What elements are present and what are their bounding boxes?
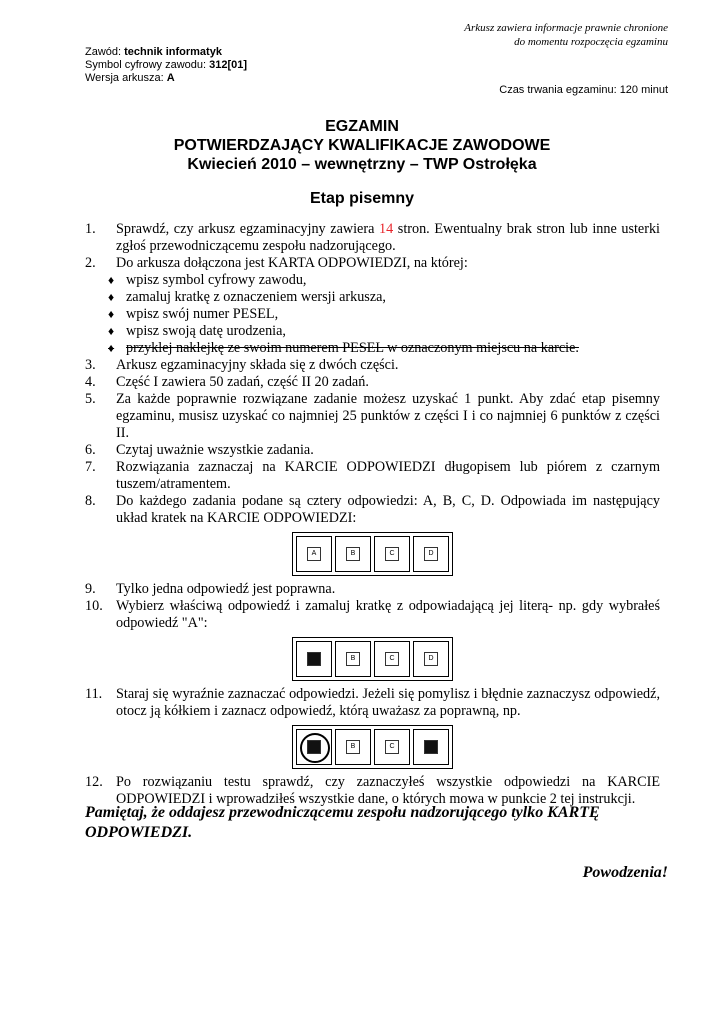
answer-box-a — [296, 536, 332, 572]
answer-cell-b: B — [346, 547, 360, 561]
answer-box-a — [296, 641, 332, 677]
answer-box-b — [335, 536, 371, 572]
bullet-item — [108, 306, 660, 323]
item-number: 7. — [85, 459, 96, 475]
item-text: Wybierz właściwą odpowiedź i zamaluj kratkę z odpowiadającą jej literą- np. gdy wybrałeś odpowiedź "A": — [116, 598, 660, 631]
page-count: 14 — [379, 221, 394, 237]
diamond-bullet-icon: ♦ — [108, 341, 115, 355]
item-text: Część I zawiera 50 zadań, część II 20 zadań. — [116, 374, 369, 390]
bullet-item — [108, 323, 660, 340]
answer-box-d — [413, 536, 449, 572]
answer-cell-a: A — [307, 547, 321, 561]
answer-box-d — [413, 641, 449, 677]
answer-cell-c: C — [385, 547, 399, 561]
instruction-item — [85, 391, 660, 442]
item-number: 5. — [85, 391, 96, 407]
instruction-item — [85, 374, 660, 391]
instruction-item — [85, 686, 660, 720]
item-text: Tylko jedna odpowiedź jest poprawna. — [116, 581, 336, 597]
answer-row — [292, 725, 453, 769]
reminder-text: Pamiętaj, że oddajesz przewodniczącemu zespołu nadzorującego tylko KARTĘ ODPOWIEDZI. — [85, 804, 600, 841]
notice-line-2: do momentu rozpoczęcia egzaminu — [514, 36, 668, 48]
item-text: Za każde poprawnie rozwiązane zadanie możesz uzyskać 1 punkt. Aby zdać etap pisemny egzaminu, musisz uzyskać co najmniej 25 punktów z części I i co najmniej 6 punktów z części II. — [116, 391, 660, 441]
item-text: Do arkusza dołączona jest KARTA ODPOWIEDZI, na której: — [116, 255, 468, 271]
item-number: 8. — [85, 493, 96, 509]
good-luck-text: Powodzenia! — [582, 864, 668, 881]
stage-title: Etap pisemny — [309, 190, 415, 207]
version-label: Wersja arkusza: — [85, 72, 167, 84]
answer-row — [292, 532, 453, 576]
answer-cell-d-filled — [424, 740, 438, 754]
item-text-part: stron. Ewentualny brak stron lub inne usterki zgłoś przewodniczącemu zespołu nadzorującego. — [116, 221, 660, 254]
instruction-item — [85, 598, 660, 632]
title-line-3: Kwiecień 2010 – wewnętrzny – TWP Ostrołęka — [187, 156, 537, 173]
diamond-bullet-icon: ♦ — [108, 290, 115, 304]
instruction-item — [85, 357, 660, 374]
notice-line-1: Arkusz zawiera informacje prawnie chronione — [464, 22, 668, 34]
item-text: Czytaj uważnie wszystkie zadania. — [116, 442, 314, 458]
page-title — [0, 117, 724, 174]
item-number: 1. — [85, 221, 96, 237]
answer-cell-a-filled — [307, 740, 321, 754]
bullet-text: wpisz swój numer PESEL, — [126, 306, 279, 322]
diamond-bullet-icon: ♦ — [108, 273, 115, 287]
symbol-label: Symbol cyfrowy zawodu: — [85, 59, 210, 71]
bullet-item — [108, 289, 660, 306]
answer-cell-d: D — [424, 547, 438, 561]
bullet-text: zamaluj kratkę z oznaczeniem wersji arkusza, — [126, 289, 386, 305]
answer-row — [292, 637, 453, 681]
bullet-text: wpisz symbol cyfrowy zawodu, — [126, 272, 307, 288]
diamond-bullet-icon: ♦ — [108, 324, 115, 338]
answer-box-c — [374, 536, 410, 572]
answer-box-b — [335, 729, 371, 765]
answer-cell-c: C — [385, 740, 399, 754]
item-number: 9. — [85, 581, 96, 597]
item-text-part: Sprawdź, czy arkusz egzaminacyjny zawiera — [116, 221, 379, 237]
item-text: Rozwiązania zaznaczaj na KARCIE ODPOWIEDZI długopisem lub piórem z czarnym tuszem/atramentem. — [116, 459, 660, 492]
item-number: 2. — [85, 255, 96, 271]
title-line-1: EGZAMIN — [325, 118, 399, 135]
answer-cell-d: D — [424, 652, 438, 666]
answer-box-b — [335, 641, 371, 677]
instruction-item — [85, 442, 660, 459]
instruction-item — [85, 493, 660, 527]
instruction-item — [85, 221, 660, 255]
exam-metadata — [85, 46, 247, 85]
legal-notice — [464, 21, 668, 49]
bullet-item — [108, 272, 660, 289]
item-number: 10. — [85, 598, 103, 614]
answer-box-c — [374, 729, 410, 765]
answer-grid-example-empty — [85, 532, 660, 576]
item-text — [116, 221, 660, 255]
profession-value: technik informatyk — [124, 46, 222, 58]
answer-cell-a-filled — [307, 652, 321, 666]
instruction-item — [85, 581, 660, 598]
item-number: 11. — [85, 686, 103, 702]
instruction-item — [85, 255, 660, 272]
version-row — [85, 72, 247, 85]
exam-duration: Czas trwania egzaminu: 120 minut — [499, 84, 668, 96]
instructions-list — [85, 221, 660, 808]
profession-row — [85, 46, 247, 59]
answer-cell-c: C — [385, 652, 399, 666]
item-number: 3. — [85, 357, 96, 373]
bullet-item-struck — [108, 340, 660, 357]
answer-cell-b: B — [346, 740, 360, 754]
item-number: 4. — [85, 374, 96, 390]
bullet-text: przyklej naklejkę ze swoim numerem PESEL w oznaczonym miejscu na karcie. — [126, 340, 579, 356]
item-text: Do każdego zadania podane są cztery odpowiedzi: A, B, C, D. Odpowiada im następujący układ kratek na KARCIE ODPOWIEDZI: — [116, 493, 660, 526]
answer-box-d — [413, 729, 449, 765]
bullet-text: wpisz swoją datę urodzenia, — [126, 323, 286, 339]
symbol-value: 312[01] — [209, 59, 248, 71]
title-line-2: POTWIERDZAJĄCY KWALIFIKACJE ZAWODOWE — [173, 137, 551, 154]
item-text: Staraj się wyraźnie zaznaczać odpowiedzi. Jeżeli się pomylisz i błędnie zaznaczysz odpowiedź, otocz ją kółkiem i zaznacz odpowiedź, którą uważasz za poprawną, np. — [116, 686, 660, 719]
item-text: Arkusz egzaminacyjny składa się z dwóch części. — [116, 357, 399, 373]
item-number: 12. — [85, 774, 103, 790]
item-number: 6. — [85, 442, 96, 458]
answer-grid-example-corrected — [85, 725, 660, 769]
profession-label: Zawód: — [85, 46, 125, 58]
answer-cell-b: B — [346, 652, 360, 666]
version-value: A — [166, 72, 175, 84]
item-text: Po rozwiązaniu testu sprawdź, czy zaznaczyłeś wszystkie odpowiedzi na KARCIE ODPOWIEDZI i wprowadziłeś wszystkie dane, o których mowa w punkcie 2 tej instrukcji. — [116, 774, 660, 807]
answer-box-a — [296, 729, 332, 765]
answer-box-c — [374, 641, 410, 677]
diamond-bullet-icon: ♦ — [108, 307, 115, 321]
answer-grid-example-filled-a — [85, 637, 660, 681]
symbol-row — [85, 59, 247, 72]
instruction-item — [85, 459, 660, 493]
